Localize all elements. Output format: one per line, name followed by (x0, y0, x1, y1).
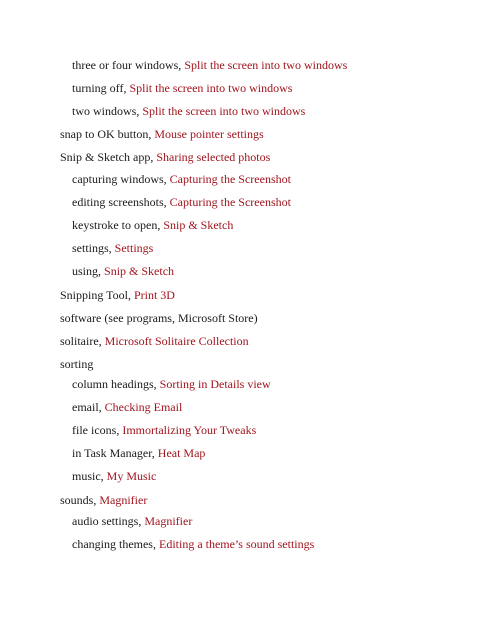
index-entry (60, 334, 249, 348)
index-subentry (72, 514, 192, 528)
index-term: email, (72, 400, 105, 414)
index-link[interactable]: Split the screen into two windows (142, 104, 306, 118)
index-subentry (72, 264, 174, 278)
index-link[interactable]: Heat Map (157, 446, 206, 460)
index-term: capturing windows, (72, 172, 170, 186)
index-link[interactable]: Snip & Sketch (104, 264, 175, 278)
index-link[interactable]: Sorting in Details view (159, 377, 271, 391)
index-term: snap to OK button, (60, 127, 155, 141)
index-link[interactable]: My Music (106, 469, 157, 483)
index-term: Snipping Tool, (60, 288, 134, 302)
index-term: editing screenshots, (72, 195, 170, 209)
index-link[interactable]: Checking Email (104, 400, 183, 414)
index-link[interactable]: Editing a theme’s sound settings (158, 537, 315, 551)
index-link[interactable]: Capturing the Screenshot (169, 172, 291, 186)
index-link[interactable]: Split the screen into two windows (129, 81, 293, 95)
index-entry (60, 311, 258, 325)
index-term: audio settings, (72, 514, 145, 528)
index-subentry (72, 172, 291, 186)
index-term: turning off, (72, 81, 130, 95)
index-subentry (72, 377, 271, 391)
index-link[interactable]: Microsoft Solitaire Collection (104, 334, 249, 348)
index-term: column headings, (72, 377, 160, 391)
index-entry (60, 357, 93, 371)
index-term: sorting (60, 357, 94, 371)
index-subentry (72, 195, 291, 209)
index-link[interactable]: Capturing the Screenshot (169, 195, 291, 209)
index-subentry (72, 400, 182, 414)
index-term: music, (72, 469, 107, 483)
index-subentry (72, 218, 233, 232)
index-term: Snip & Sketch app, (60, 150, 157, 164)
index-term: software (see programs, Microsoft Store) (60, 311, 258, 325)
index-link[interactable]: Immortalizing Your Tweaks (122, 423, 257, 437)
index-link[interactable]: Print 3D (133, 288, 175, 302)
index-subentry (72, 81, 292, 95)
index-entry (60, 127, 264, 141)
index-term: solitaire, (60, 334, 105, 348)
index-term: sounds, (60, 493, 100, 507)
index-subentry (72, 423, 256, 437)
index-subentry (72, 241, 153, 255)
index-link[interactable]: Magnifier (144, 514, 193, 528)
index-link[interactable]: Settings (114, 241, 154, 255)
index-term: file icons, (72, 423, 123, 437)
index-subentry (72, 104, 305, 118)
index-link[interactable]: Mouse pointer settings (154, 127, 264, 141)
index-term: keystroke to open, (72, 218, 164, 232)
index-term: using, (72, 264, 105, 278)
index-term: in Task Manager, (72, 446, 158, 460)
index-subentry (72, 58, 347, 72)
index-term: settings, (72, 241, 115, 255)
index-entry (60, 288, 175, 302)
index-entry (60, 150, 270, 164)
index-subentry (72, 469, 156, 483)
index-entry (60, 493, 147, 507)
index-link[interactable]: Magnifier (99, 493, 148, 507)
index-term: three or four windows, (72, 58, 185, 72)
index-link[interactable]: Split the screen into two windows (184, 58, 348, 72)
index-link[interactable]: Snip & Sketch (163, 218, 234, 232)
index-term: two windows, (72, 104, 143, 118)
index-term: changing themes, (72, 537, 159, 551)
index-subentry (72, 446, 205, 460)
index-link[interactable]: Sharing selected photos (156, 150, 271, 164)
index-subentry (72, 537, 314, 551)
